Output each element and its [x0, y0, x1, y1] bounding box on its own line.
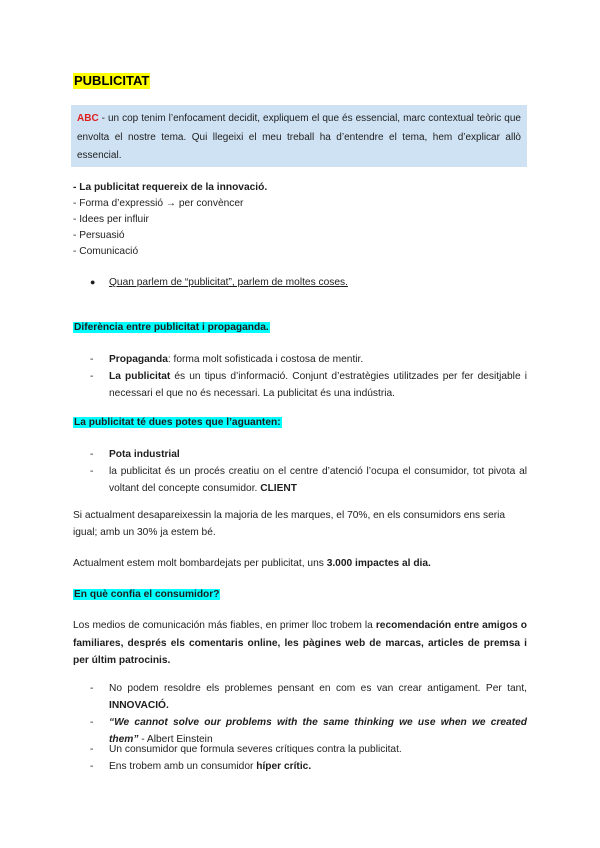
- section3-item-0-text: No podem resoldre els problemes pensant en com es van crear antigament. Per tant,: [109, 683, 527, 694]
- para1-line2: igual; amb un 30% ja estem bé.: [73, 527, 216, 538]
- section1-heading: Diferència entre publicitat i propaganda.: [74, 322, 269, 333]
- section3-item-3: [109, 758, 527, 775]
- innovacio-label: INNOVACIÓ.: [109, 700, 169, 711]
- list1-item-1: - Forma d’expressió → per convèncer: [73, 198, 244, 209]
- dash-marker: -: [90, 744, 94, 755]
- section2-heading: La publicitat té dues potes que l’aguanten:: [74, 417, 281, 428]
- client-label: CLIENT: [260, 483, 298, 494]
- section3-paragraph: [73, 617, 527, 670]
- dash-marker: -: [90, 466, 94, 477]
- section3-item-3-text: Ens trobem amb un consumidor: [109, 761, 257, 772]
- section2-item-1-text: la publicitat és un procés creatiu on el centre d’atenció l’ocupa el consumidor, tot pivota al voltant del concepte consumidor.: [109, 466, 527, 494]
- section3-para-text: Los medios de comunicación más fiables, en primer lloc trobem la: [73, 620, 376, 631]
- einstein-quote: “We cannot solve our problems with the same thinking we use when we created them”: [109, 717, 527, 745]
- bullet-text: Quan parlem de “publicitat”, parlem de moltes coses.: [109, 277, 348, 288]
- section1-item-1-bold: La publicitat: [109, 371, 171, 382]
- section1-item-0: [109, 351, 527, 368]
- page-title: PUBLICITAT: [74, 73, 150, 88]
- section3-item-2: Un consumidor que formula severes crítiques contra la publicitat.: [109, 744, 402, 755]
- section3-item-0: [109, 680, 527, 714]
- dash-marker: -: [90, 354, 94, 365]
- list1-item-4: - Comunicació: [73, 246, 139, 257]
- einstein-attribution: - Albert Einstein: [138, 734, 213, 745]
- dash-marker: -: [90, 761, 94, 772]
- section3-para-bold: recomendación entre amigos o familiares, després els comentaris online, les pàgines web de marcas, articles de premsa i per últim patrocinis.: [73, 620, 528, 666]
- list1-item-0: - La publicitat requereix de la innovació.: [73, 182, 268, 193]
- para2: [73, 556, 431, 571]
- dash-marker: -: [90, 449, 94, 460]
- intro-box: [71, 105, 527, 167]
- section2-heading-row: [73, 415, 282, 430]
- section1-item-1: [109, 368, 527, 402]
- list1-item-2: - Idees per influir: [73, 214, 149, 225]
- section3-heading: En què confia el consumidor?: [74, 589, 220, 600]
- section2-item-1: [109, 463, 527, 497]
- intro-text: - un cop tenim l’enfocament decidit, expliquem el que és essencial, marc contextual teòric que envolta el nostre tema. Qui llegeixi el meu treball ha d’entendre el tema, hem d’explicar allò essencial.: [77, 113, 521, 161]
- abc-label: ABC: [77, 113, 99, 124]
- section3-heading-row: [73, 587, 220, 602]
- dash-marker: -: [90, 717, 94, 728]
- dash-marker: -: [90, 371, 94, 382]
- dash-marker: -: [90, 683, 94, 694]
- section1-item-1-text: és un tipus d’informació. Conjunt d’estratègies utilitzades per fer desitjable i necessari el que no és necessari. La publicitat és una indústria.: [109, 371, 527, 399]
- section1-item-0-bold: Propaganda: [109, 354, 168, 365]
- section2-item-0: [109, 446, 527, 463]
- section1-heading-row: [73, 320, 270, 335]
- section2-item-0-bold: Pota industrial: [109, 449, 180, 460]
- para2-bold: 3.000 impactes al dia.: [326, 558, 431, 569]
- list1-item-3: - Persuasió: [73, 230, 125, 241]
- section1-item-0-text: : forma molt sofisticada i costosa de mentir.: [167, 354, 364, 365]
- para2-text: Actualment estem molt bombardejats per publicitat, uns: [73, 558, 327, 569]
- hiper-critic-label: híper crític.: [256, 761, 312, 772]
- para1-line1: Si actualment desapareixessin la majoria de les marques, el 70%, en els consumidors ens seria: [73, 510, 506, 521]
- bullet-dot-icon: ●: [90, 277, 96, 287]
